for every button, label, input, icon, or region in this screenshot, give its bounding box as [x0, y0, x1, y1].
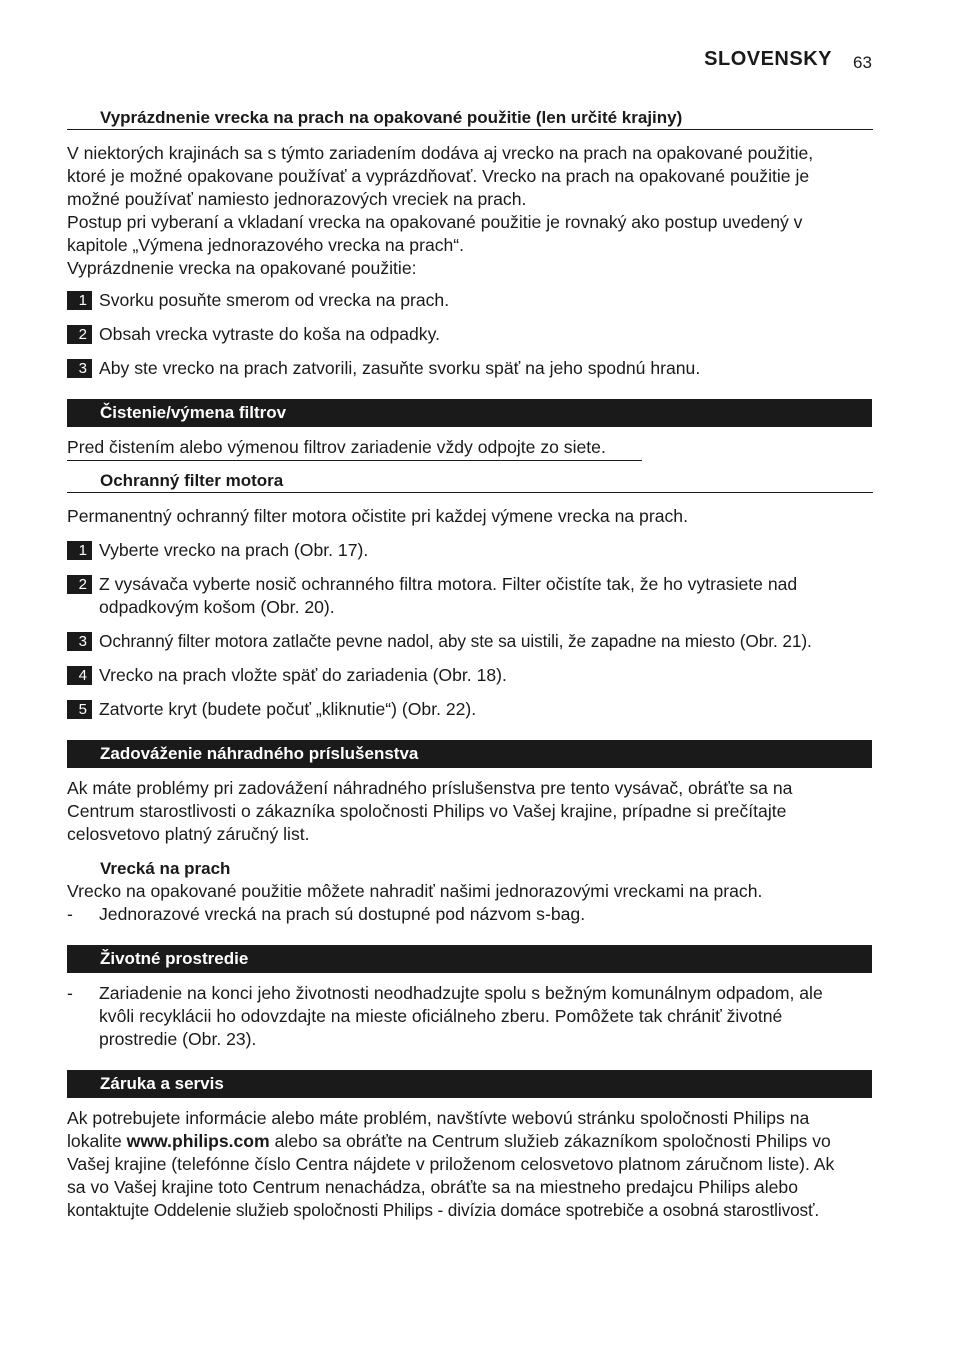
step-text: Svorku posuňte smerom od vrecka na prach. — [99, 290, 450, 310]
text-line: prostredie (Obr. 23). — [99, 1029, 257, 1049]
section-heading-warranty: Záruka a servis — [67, 1070, 872, 1098]
language-label: SLOVENSKY — [704, 48, 832, 70]
step-number: 2 — [67, 575, 92, 594]
text-line: možné používať namiesto jednorazových vreciek na prach. — [67, 189, 527, 209]
text-fragment: lokalite — [67, 1131, 127, 1151]
step-text: Vrecko na prach vložte späť do zariadenia (Obr. 18). — [99, 665, 507, 685]
bullet-text: Jednorazové vrecká na prach sú dostupné pod názvom s-bag. — [99, 904, 586, 924]
bullet-text — [99, 982, 879, 1051]
step-text: Vyberte vrecko na prach (Obr. 17). — [99, 540, 369, 560]
step-text — [99, 573, 889, 619]
step-number: 1 — [67, 291, 92, 310]
subheading-motor-filter: Ochranný filter motora — [67, 471, 873, 493]
step-number: 3 — [67, 359, 92, 378]
step-number: 4 — [67, 666, 92, 685]
text-fragment: alebo sa obráťte na Centrum služieb zákazníkom spoločnosti Philips vo — [269, 1131, 831, 1151]
text-line: kontaktujte Oddelenie služieb spoločnosti Philips - divízia domáce spotrebiče a osobná starostlivosť. — [67, 1200, 820, 1220]
text-line: sa vo Vašej krajine toto Centrum nenachádza, obráťte sa na miestneho predajcu Philips alebo — [67, 1177, 798, 1197]
text-line: Zariadenie na konci jeho životnosti neodhadzujte spolu s bežným komunálnym odpadom, ale — [99, 983, 823, 1003]
section-heading-reusable-bag: Vyprázdnenie vrecka na prach na opakované použitie (len určité krajiny) — [67, 108, 873, 130]
step-text: Obsah vrecka vytraste do koša na odpadky. — [99, 324, 440, 344]
bullet-dash: - — [67, 983, 73, 1003]
step-number: 1 — [67, 541, 92, 560]
text-line: Z vysávača vyberte nosič ochranného filtra motora. Filter očistíte tak, že ho vytrasiete nad — [99, 574, 798, 594]
step-text: Ochranný filter motora zatlačte pevne nadol, aby ste sa uistili, že zapadne na miesto (Obr. 21). — [99, 631, 812, 651]
text-line — [67, 1130, 897, 1153]
section-paragraph — [67, 777, 887, 846]
warning-text: Pred čistením alebo výmenou filtrov zariadenie vždy odpojte zo siete. — [67, 436, 642, 461]
step-number: 5 — [67, 700, 92, 719]
section-heading-filters: Čistenie/výmena filtrov — [67, 399, 872, 427]
section-paragraph: Permanentný ochranný filter motora očistite pri každej výmene vrecka na prach. — [67, 506, 688, 526]
section-paragraph — [67, 142, 887, 280]
text-line: Ak potrebujete informácie alebo máte problém, navštívte webovú stránku spoločnosti Philips na — [67, 1108, 810, 1128]
text-line: celosvetovo platný záručný list. — [67, 824, 310, 844]
subheading-dust-bags: Vrecká na prach — [100, 859, 231, 878]
philips-website-link[interactable]: www.philips.com — [126, 1131, 270, 1151]
text-line: kapitole „Výmena jednorazového vrecka na prach“. — [67, 235, 465, 255]
text-line: kvôli recyklácii ho odovzdajte na mieste oficiálneho zberu. Pomôžete tak chrániť životné — [99, 1006, 783, 1026]
text-line: ktoré je možné opakovane používať a vyprázdňovať. Vrecko na prach na opakované použitie je — [67, 166, 810, 186]
section-heading-accessories: Zadováženie náhradného príslušenstva — [67, 740, 872, 768]
text-line: Vyprázdnenie vrecka na opakované použitie: — [67, 258, 417, 278]
page-number: 63 — [853, 53, 872, 72]
step-number: 3 — [67, 632, 92, 651]
section-paragraph — [67, 1107, 897, 1222]
text-line: odpadkovým košom (Obr. 20). — [99, 597, 335, 617]
step-text: Zatvorte kryt (budete počuť „kliknutie“) (Obr. 22). — [99, 699, 477, 719]
step-number: 2 — [67, 325, 92, 344]
section-heading-environment: Životné prostredie — [67, 945, 872, 973]
text-line: Centrum starostlivosti o zákazníka spoločnosti Philips vo Vašej krajine, prípadne si prečítajte — [67, 801, 787, 821]
bullet-dash: - — [67, 904, 73, 924]
text-line: Vašej krajine (telefónne číslo Centra nájdete v priloženom celosvetovo platnom záručnom liste). Ak — [67, 1154, 835, 1174]
text-line: Postup pri vyberaní a vkladaní vrecka na opakované použitie je rovnaký ako postup uvedený v — [67, 212, 803, 232]
step-text: Aby ste vrecko na prach zatvorili, zasuňte svorku späť na jeho spodnú hranu. — [99, 358, 701, 378]
section-paragraph: Vrecko na opakované použitie môžete nahradiť našimi jednorazovými vreckami na prach. — [67, 881, 763, 901]
text-line: V niektorých krajinách sa s týmto zariadením dodáva aj vrecko na prach na opakované použitie, — [67, 143, 814, 163]
text-line: Ak máte problémy pri zadovážení náhradného príslušenstva pre tento vysávač, obráťte sa na — [67, 778, 793, 798]
